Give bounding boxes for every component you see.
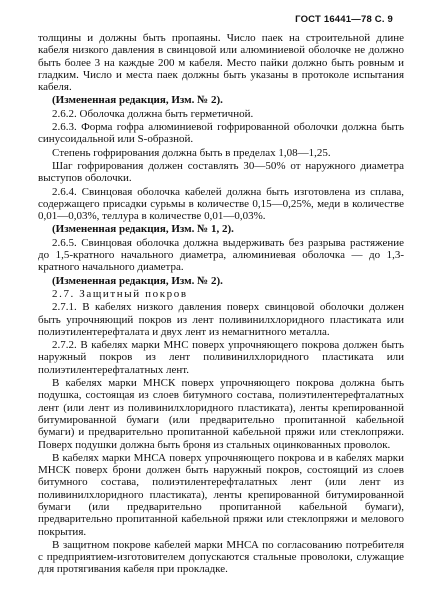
document-body	[38, 32, 404, 577]
clause-2-6-4: 2.6.4. Свинцовая оболочка кабелей должна быть изготовлена из сплава, содержащего присадки сурьмы в количестве 0,15—0,25%, меди в количестве 0,01—0,03%, теллура в количестве 0,01—0,03%.	[38, 185, 404, 223]
paragraph-continuation: толщины и должны быть пропаяны. Число паек на строительной длине кабеля низкого давления в свинцовой или алюминиевой оболочке не должно быть более 3 на каждые 200 м кабеля. Место пайки должно быть ровным и гладким. Число и места паек должны быть указаны в протоколе испытания кабеля.	[38, 32, 404, 94]
amendment-note: (Измененная редакция, Изм. № 2).	[52, 94, 223, 107]
clause-2-6-5: 2.6.5. Свинцовая оболочка должна выдерживать без разрыва растяжение до 1,5-кратного начального диаметра, алюминиевая оболочка — до 1,3-кратного начального диаметра.	[38, 236, 404, 274]
corrugation-pitch: Шаг гофрирования должен составлять 30—50% от наружного диаметра выступов оболочки.	[38, 159, 404, 185]
amendment-note: (Измененная редакция, Изм. № 2).	[52, 274, 223, 287]
clause-2-7-2: 2.7.2. В кабелях марки МНС поверх упрочняющего покрова должен быть наружный покров из лент поливинилхлоридного пластиката или полиэтилентерефталатных лент.	[38, 339, 404, 376]
section-heading-2-7: 2.7. Защитный покров	[52, 287, 188, 300]
corrugation-degree: Степень гофрирования должна быть в пределах 1,08—1,25.	[52, 146, 331, 159]
mnsa-paragraph: В кабелях марки МНСА поверх упрочняющего покрова и в кабелях марки МНСК поверх брони должен быть наружный покров, состоящий из слоев битумного состава, полиэтилентерефталатных лент (или лент из поливинилхлоридного пластиката), ленты крепированной битумированной бумаги (или предварительно пропитанной кабельной бумаги), предварительно пропитанной кабельной пряжи или стеклопряжи и мелового покрытия.	[38, 451, 404, 538]
amendment-note: (Измененная редакция, Изм. № 1, 2).	[52, 223, 234, 236]
mnsk-paragraph: В кабелях марки МНСК поверх упрочняющего покрова должна быть подушка, состоящая из слоев битумного состава, полиэтилентерефталатных лент (или лент из поливинилхлоридного пластиката), ленты крепированной битумированной бумаги (или предварительно пропитанной кабельной бумаги) и предварительно пропитанной кабельной пряжи или стеклопряжи. Поверх подушки должна быть броня из стальных оцинкованных проволок.	[38, 377, 404, 451]
page-header: ГОСТ 16441—78 С. 9	[295, 14, 393, 25]
clause-2-6-2: 2.6.2. Оболочка должна быть герметичной.	[52, 107, 254, 120]
mnsa-wires-paragraph: В защитном покрове кабелей марки МНСА по согласованию потребителя с предприятием-изготовителем допускаются стальные проволоки, служащие для протягивания кабеля при прокладке.	[38, 538, 404, 576]
clause-2-6-3: 2.6.3. Форма гофра алюминиевой гофрированной оболочки должна быть синусоидальной или S-образной.	[38, 121, 404, 146]
clause-2-7-1: 2.7.1. В кабелях низкого давления поверх свинцовой оболочки должен быть упрочняющий покров из лент поливинилхлоридного пластиката или полиэтилентерефталата и двух лент из немагнитного металла.	[38, 301, 404, 338]
